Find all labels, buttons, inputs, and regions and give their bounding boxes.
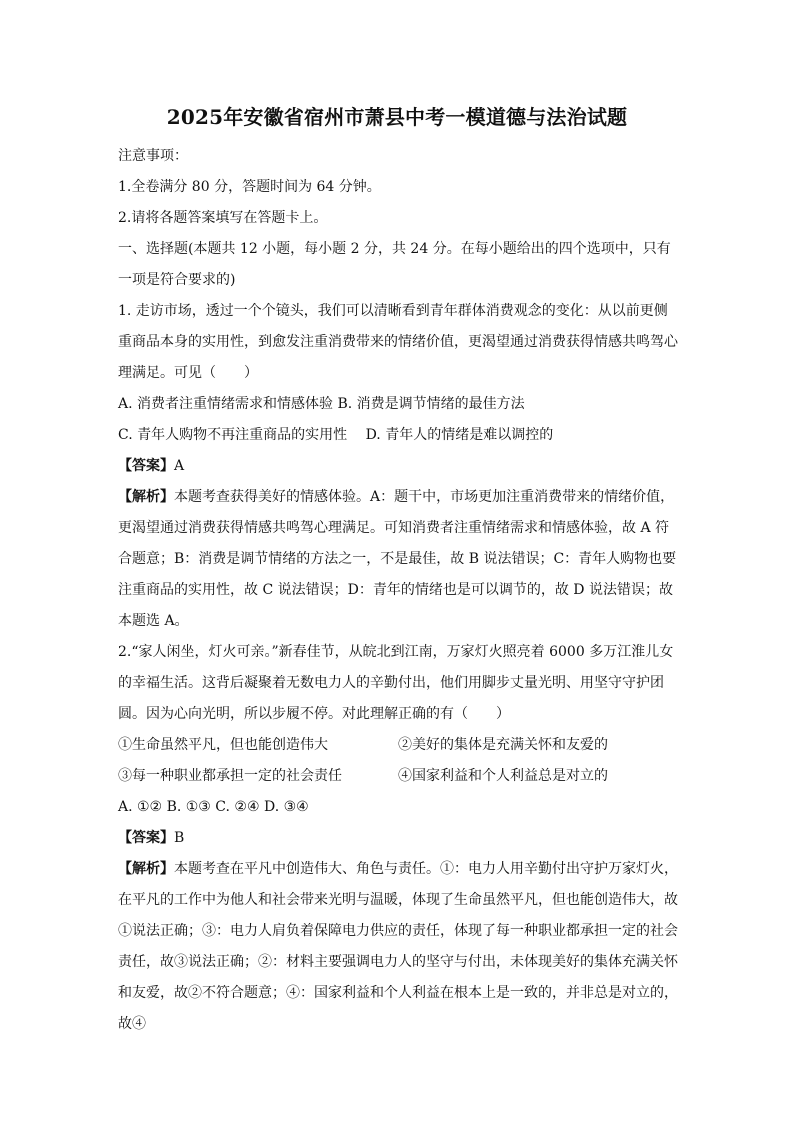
note-item: 2.请将各题答案填写在答题卡上。 — [118, 210, 328, 226]
answer-line — [118, 451, 678, 482]
statement-item: ③每一种职业都承担一定的社会责任 — [118, 768, 342, 784]
statement-item: ④国家利益和个人利益总是对立的 — [398, 768, 608, 784]
answer-label: 【答案】 — [118, 830, 174, 846]
notes-heading: 注意事项： — [118, 148, 188, 164]
statement-row — [118, 730, 678, 761]
question-2 — [118, 637, 678, 1040]
analysis-label: 【解析】 — [118, 861, 174, 877]
analysis-label: 【解析】 — [118, 489, 174, 505]
note-item: 1.全卷满分 80 分，答题时间为 64 分钟。 — [118, 179, 381, 195]
choices-line: A. ①② B. ①③ C. ②④ D. ③④ — [118, 799, 309, 815]
answer-line — [118, 823, 678, 854]
statement-item: ②美好的集体是充满关怀和友爱的 — [398, 737, 608, 753]
statement-item: ①生命虽然平凡，但也能创造伟大 — [118, 737, 328, 753]
analysis-paragraph — [118, 854, 678, 1040]
analysis-text: 本题考查在平凡中创造伟大、角色与责任。①：电力人用辛勤付出守护万家灯火，在平凡的工作中为他人和社会带来光明与温暖，体现了生命虽然平凡，但也能创造伟大，故①说法正确；③：电力人肩负着保障电力供应的责任，体现了每一种职业都承担一定的社会责任，故③说法正确；②：材料主要强调电力人的坚守与付出，未体现美好的集体充满关怀和友爱，故②不符合题意；④：国家利益和个人利益在根本上是一致的，并非总是对立的，故④ — [118, 861, 678, 1032]
analysis-paragraph — [118, 482, 678, 637]
document-body — [118, 141, 678, 1040]
analysis-text: 本题考查获得美好的情感体验。A：题干中，市场更加注重消费带来的情绪价值，更渴望通过消费获得情感共鸣驾心理满足。可知消费者注重情绪需求和情感体验，故 A 符合题意；B：消费是调节情绪的方法之一，不是最佳，故 B 说法错误；C：青年人购物也要注重商品的实用性，故 C 说法错误；D：青年的情绪也是可以调节的，故 D 说法错误；故本题选 A。 — [118, 489, 677, 629]
question-stem: 1. 走访市场，透过一个个镜头，我们可以清晰看到青年群体消费观念的变化：从以前更侧重商品本身的实用性，到愈发注重消费带来的情绪价值，更渴望通过消费获得情感共鸣驾心理满足。可见（ ） — [118, 303, 678, 381]
question-stem: 2.“家人闲坐，灯火可亲。”新春佳节，从皖北到江南，万家灯火照亮着 6000 多万江淮儿女的幸福生活。这背后凝聚着无数电力人的辛勤付出，他们用脚步丈量光明、用坚守守护团圆。因为心向光明，所以步履不停。对此理解正确的有（ ） — [118, 644, 674, 722]
answer-value: B — [174, 830, 185, 846]
document-title: 2025年安徽省宿州市萧县中考一模道德与法治试题 — [166, 105, 628, 129]
answer-label: 【答案】 — [118, 458, 174, 474]
answer-value: A — [174, 458, 185, 474]
option-line: A. 消费者注重情绪需求和情感体验 B. 消费是调节情绪的最佳方法 — [118, 396, 525, 412]
option-line: C. 青年人购物不再注重商品的实用性 D. 青年人的情绪是难以调控的 — [118, 427, 554, 443]
question-1 — [118, 296, 678, 637]
statement-row — [118, 761, 678, 792]
section-heading: 一、选择题(本题共 12 小题，每小题 2 分，共 24 分。在每小题给出的四个选项中，只有一项是符合要求的) — [118, 241, 671, 288]
